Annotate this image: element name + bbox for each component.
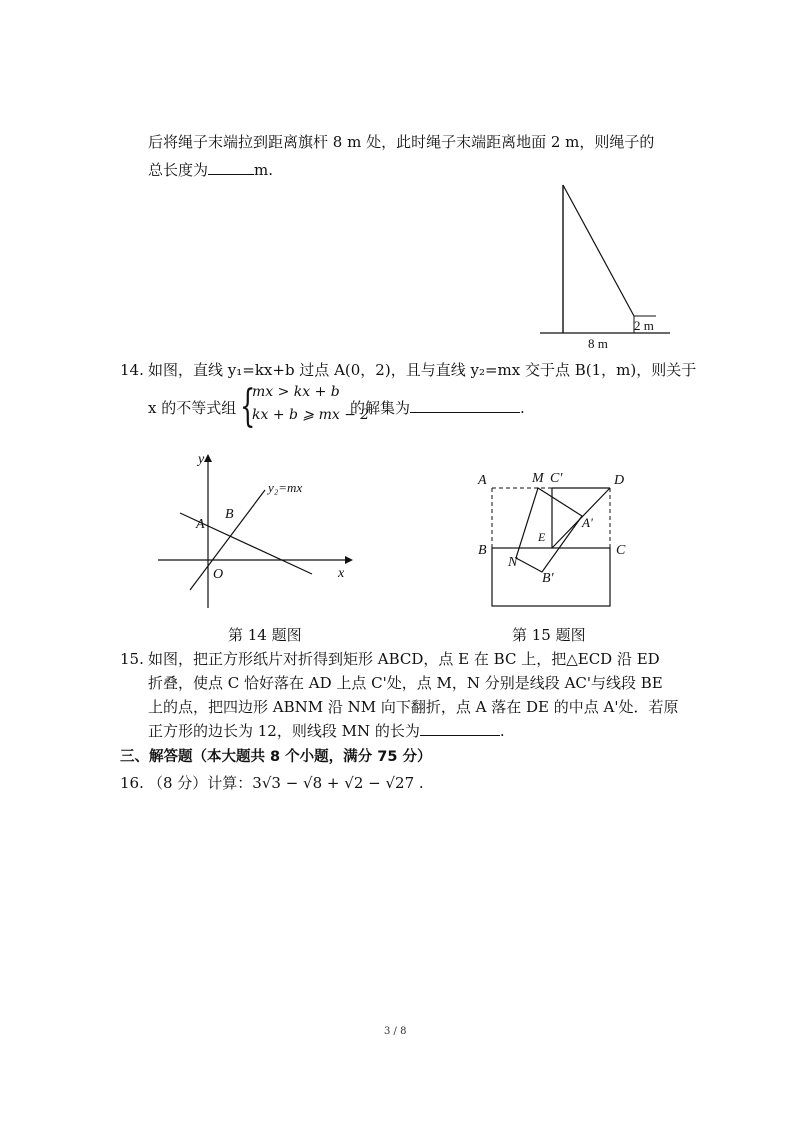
q15-number: 15. <box>120 650 144 668</box>
label-e: E <box>538 530 546 544</box>
q15-line4-suffix: . <box>499 722 505 740</box>
ground-label: 8 m <box>588 336 608 351</box>
brace: { <box>240 381 256 432</box>
label-n: N <box>508 555 518 570</box>
label-m: M <box>532 471 544 486</box>
label-a: A <box>478 473 487 488</box>
label-c-prime: C' <box>550 471 563 486</box>
q16-number: 16. <box>120 774 144 792</box>
label-b: B <box>478 543 487 558</box>
q14-number: 14. <box>120 361 144 379</box>
line-label: y₂=mx <box>268 480 303 495</box>
q13-line2-suffix: m. <box>254 161 274 179</box>
q14-line2-suffix <box>350 398 525 418</box>
q15-line4 <box>148 721 505 741</box>
label-b-prime: B' <box>542 571 554 586</box>
x-axis-label: x <box>338 566 345 581</box>
figure-14 <box>150 450 360 615</box>
q14-line2-prefix: x 的不等式组 <box>148 399 237 417</box>
q15-line3: 上的点，把四边形 ABNM 沿 NM 向下翻折，点 A 落在 DE 的中点 A'处．若原 <box>148 698 679 716</box>
q13-line1: 后将绳子末端拉到距离旗杆 8 m 处，此时绳子末端距离地面 2 m，则绳子的 <box>148 133 655 151</box>
point-b-label: B <box>225 507 234 522</box>
answer-blank-15 <box>420 721 500 736</box>
answer-blank-13 <box>208 160 254 175</box>
y-arrow <box>204 454 212 462</box>
rope <box>563 185 634 316</box>
x-arrow <box>345 556 353 564</box>
q14-line1: 如图，直线 y₁=kx+b 过点 A(0，2)，且与直线 y₂=mx 交于点 B(1，m)，则关于 <box>148 361 697 379</box>
q13-line2-prefix: 总长度为 <box>148 161 209 179</box>
figure-13 <box>530 180 680 355</box>
answer-blank-14 <box>410 398 520 413</box>
label-d: D <box>614 473 625 488</box>
section-3-heading: 三、解答题（本大题共 8 个小题，满分 75 分） <box>120 749 432 765</box>
y-axis-label: y <box>198 452 205 467</box>
q14-end: . <box>520 399 525 417</box>
figure-15 <box>470 460 640 620</box>
point-a-label: A <box>196 517 205 532</box>
q15-line2: 折叠，使点 C 恰好落在 AD 上点 C'处，点 M，N 分别是线段 AC'与线段 BE <box>148 674 663 692</box>
folded-quadrilateral <box>516 488 582 572</box>
q16-text: （8 分）计算：3√3 − √8 + √2 − √27 . <box>148 774 424 792</box>
line-y2 <box>190 490 265 590</box>
height-label: 2 m <box>634 318 654 333</box>
inequality-2: kx + b ⩾ mx − 2 <box>252 407 370 423</box>
page-number: 3 / 8 <box>384 1026 407 1037</box>
caption-15: 第 15 题图 <box>512 626 586 644</box>
label-a-prime: A' <box>582 515 593 530</box>
label-c: C <box>616 543 626 558</box>
inequality-1: mx > kx + b <box>252 384 340 400</box>
q14-suffix-text: 的解集为 <box>350 399 411 417</box>
caption-14: 第 14 题图 <box>228 626 302 644</box>
q13-line2 <box>148 160 273 180</box>
origin-label: O <box>213 567 224 582</box>
q15-line4-prefix: 正方形的边长为 12，则线段 MN 的长为 <box>148 722 420 740</box>
q15-line1: 如图，把正方形纸片对折得到矩形 ABCD，点 E 在 BC 上，把△ECD 沿 ED <box>148 650 660 668</box>
